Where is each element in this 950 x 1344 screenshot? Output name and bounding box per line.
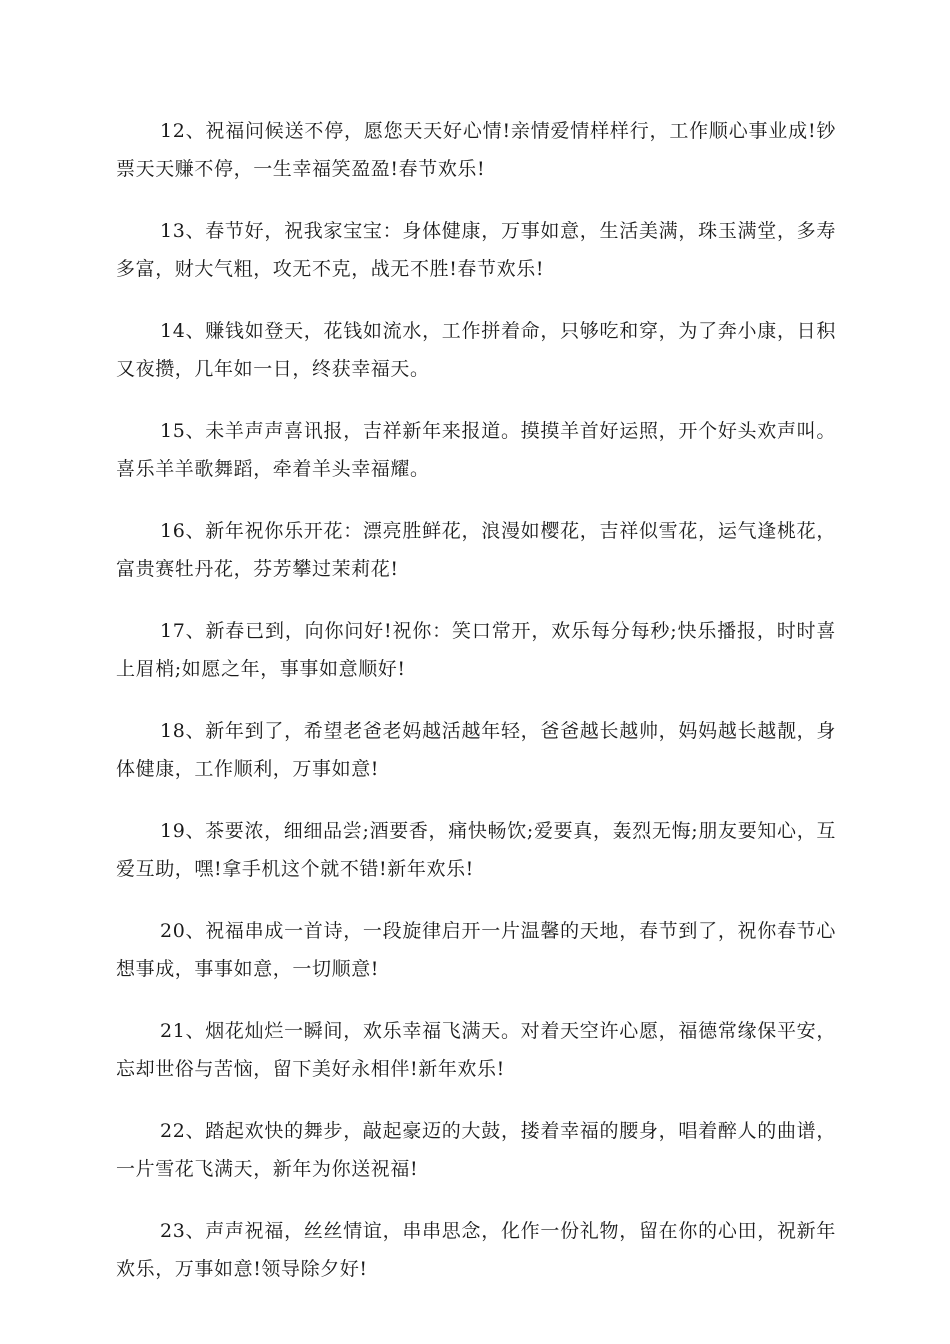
paragraph-18: 18、新年到了，希望老爸老妈越活越年轻，爸爸越长越帅，妈妈越长越靓，身体健康，工作顺利，万事如意! [116, 720, 836, 780]
paragraph-20: 20、祝福串成一首诗，一段旋律启开一片温馨的天地，春节到了，祝你春节心想事成，事事如意，一切顺意! [116, 920, 836, 980]
paragraph-14: 14、赚钱如登天，花钱如流水，工作拼着命，只够吃和穿，为了奔小康，日积又夜攒，几年如一日，终获幸福天。 [116, 320, 836, 380]
paragraph-23: 23、声声祝福，丝丝情谊，串串思念，化作一份礼物，留在你的心田，祝新年欢乐，万事如意!领导除夕好! [116, 1220, 836, 1280]
paragraph-19: 19、茶要浓，细细品尝;酒要香，痛快畅饮;爱要真，轰烈无悔;朋友要知心，互爱互助，嘿!拿手机这个就不错!新年欢乐! [116, 820, 836, 880]
paragraph-17: 17、新春已到，向你问好!祝你：笑口常开，欢乐每分每秒;快乐播报，时时喜上眉梢;如愿之年，事事如意顺好! [116, 620, 836, 680]
paragraph-22: 22、踏起欢快的舞步，敲起豪迈的大鼓，搂着幸福的腰身，唱着醉人的曲谱，一片雪花飞满天，新年为你送祝福! [116, 1120, 836, 1180]
paragraph-13: 13、春节好，祝我家宝宝：身体健康，万事如意，生活美满，珠玉满堂，多寿多富，财大气粗，攻无不克，战无不胜!春节欢乐! [116, 220, 836, 280]
paragraph-16: 16、新年祝你乐开花：漂亮胜鲜花，浪漫如樱花，吉祥似雪花，运气逢桃花，富贵赛牡丹花，芬芳攀过茉莉花! [116, 520, 836, 580]
document-body [116, 112, 836, 1312]
paragraph-15: 15、未羊声声喜讯报，吉祥新年来报道。摸摸羊首好运照，开个好头欢声叫。喜乐羊羊歌舞蹈，牵着羊头幸福耀。 [116, 420, 836, 480]
paragraph-12: 12、祝福问候送不停，愿您天天好心情!亲情爱情样样行，工作顺心事业成!钞票天天赚不停，一生幸福笑盈盈!春节欢乐! [116, 120, 836, 180]
paragraph-21: 21、烟花灿烂一瞬间，欢乐幸福飞满天。对着天空许心愿，福德常缘保平安，忘却世俗与苦恼，留下美好永相伴!新年欢乐! [116, 1020, 836, 1080]
